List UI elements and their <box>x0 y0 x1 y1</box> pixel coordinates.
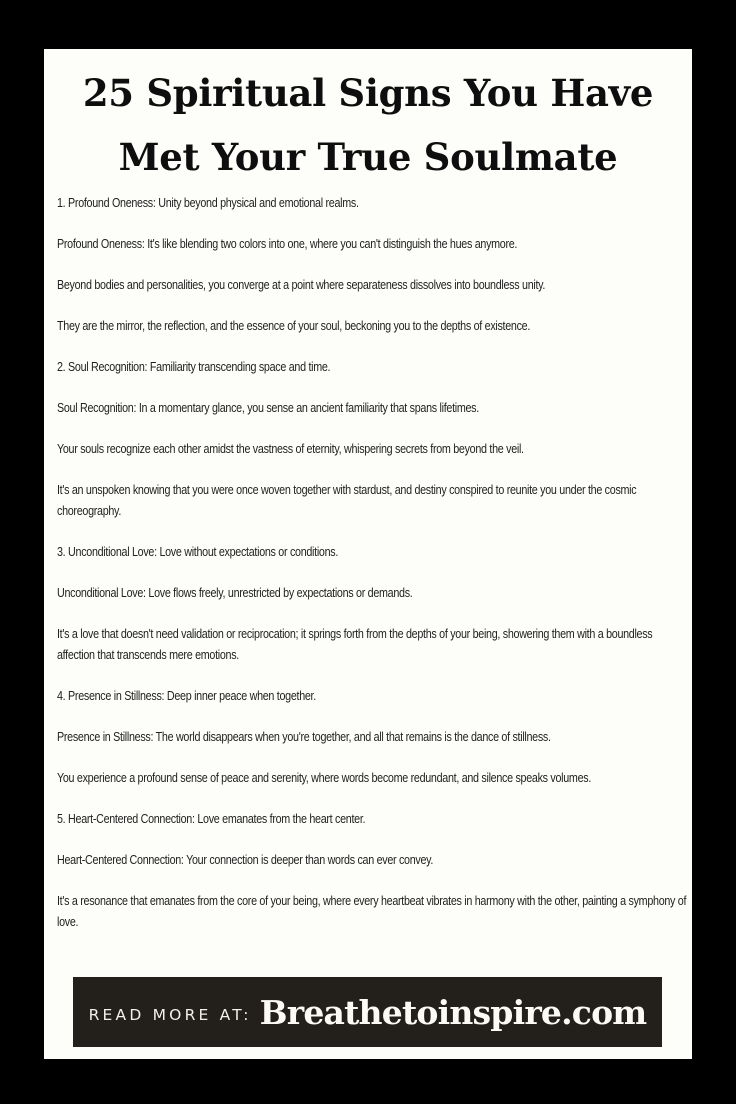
article-body <box>57 193 687 953</box>
heading-sign-1: 1. Profound Oneness: Unity beyond physical and emotional realms. <box>57 196 359 210</box>
article-card <box>44 49 692 1059</box>
paragraph: Soul Recognition: In a momentary glance, you sense an ancient familiarity that spans lifetimes. <box>57 401 479 415</box>
heading-sign-2: 2. Soul Recognition: Familiarity transcending space and time. <box>57 360 331 374</box>
paragraph: It's an unspoken knowing that you were once woven together with stardust, and destiny conspired to reunite you under the cosmic choreography. <box>57 483 637 518</box>
read-more-label: READ MORE AT: <box>88 1006 252 1024</box>
paragraph: Unconditional Love: Love flows freely, unrestricted by expectations or demands. <box>57 586 413 600</box>
heading-sign-5: 5. Heart-Centered Connection: Love emanates from the heart center. <box>57 812 366 826</box>
paragraph: You experience a profound sense of peace and serenity, where words become redundant, and silence speaks volumes. <box>57 771 592 785</box>
site-link[interactable]: Breathetoinspire.com <box>259 992 647 1032</box>
paragraph: They are the mirror, the reflection, and the essence of your soul, beckoning you to the depths of existence. <box>57 319 531 333</box>
title-line-2: Met Your True Soulmate <box>118 135 618 179</box>
title-line-1: 25 Spiritual Signs You Have <box>82 71 654 115</box>
heading-sign-3: 3. Unconditional Love: Love without expectations or conditions. <box>57 545 339 559</box>
read-more-banner[interactable] <box>73 977 662 1047</box>
page-title <box>44 61 692 189</box>
paragraph: Beyond bodies and personalities, you converge at a point where separateness dissolves into boundless unity. <box>57 278 546 292</box>
paragraph: Profound Oneness: It's like blending two colors into one, where you can't distinguish the hues anymore. <box>57 237 518 251</box>
paragraph: Your souls recognize each other amidst the vastness of eternity, whispering secrets from beyond the veil. <box>57 442 524 456</box>
paragraph: Heart-Centered Connection: Your connection is deeper than words can ever convey. <box>57 853 434 867</box>
paragraph: It's a resonance that emanates from the core of your being, where every heartbeat vibrates in harmony with the other, painting a symphony of love. <box>57 894 687 929</box>
paragraph: It's a love that doesn't need validation or reciprocation; it springs forth from the depths of your being, showering them with a boundless affection that transcends mere emotions. <box>57 627 653 662</box>
paragraph: Presence in Stillness: The world disappears when you're together, and all that remains is the dance of stillness. <box>57 730 551 744</box>
heading-sign-4: 4. Presence in Stillness: Deep inner peace when together. <box>57 689 316 703</box>
